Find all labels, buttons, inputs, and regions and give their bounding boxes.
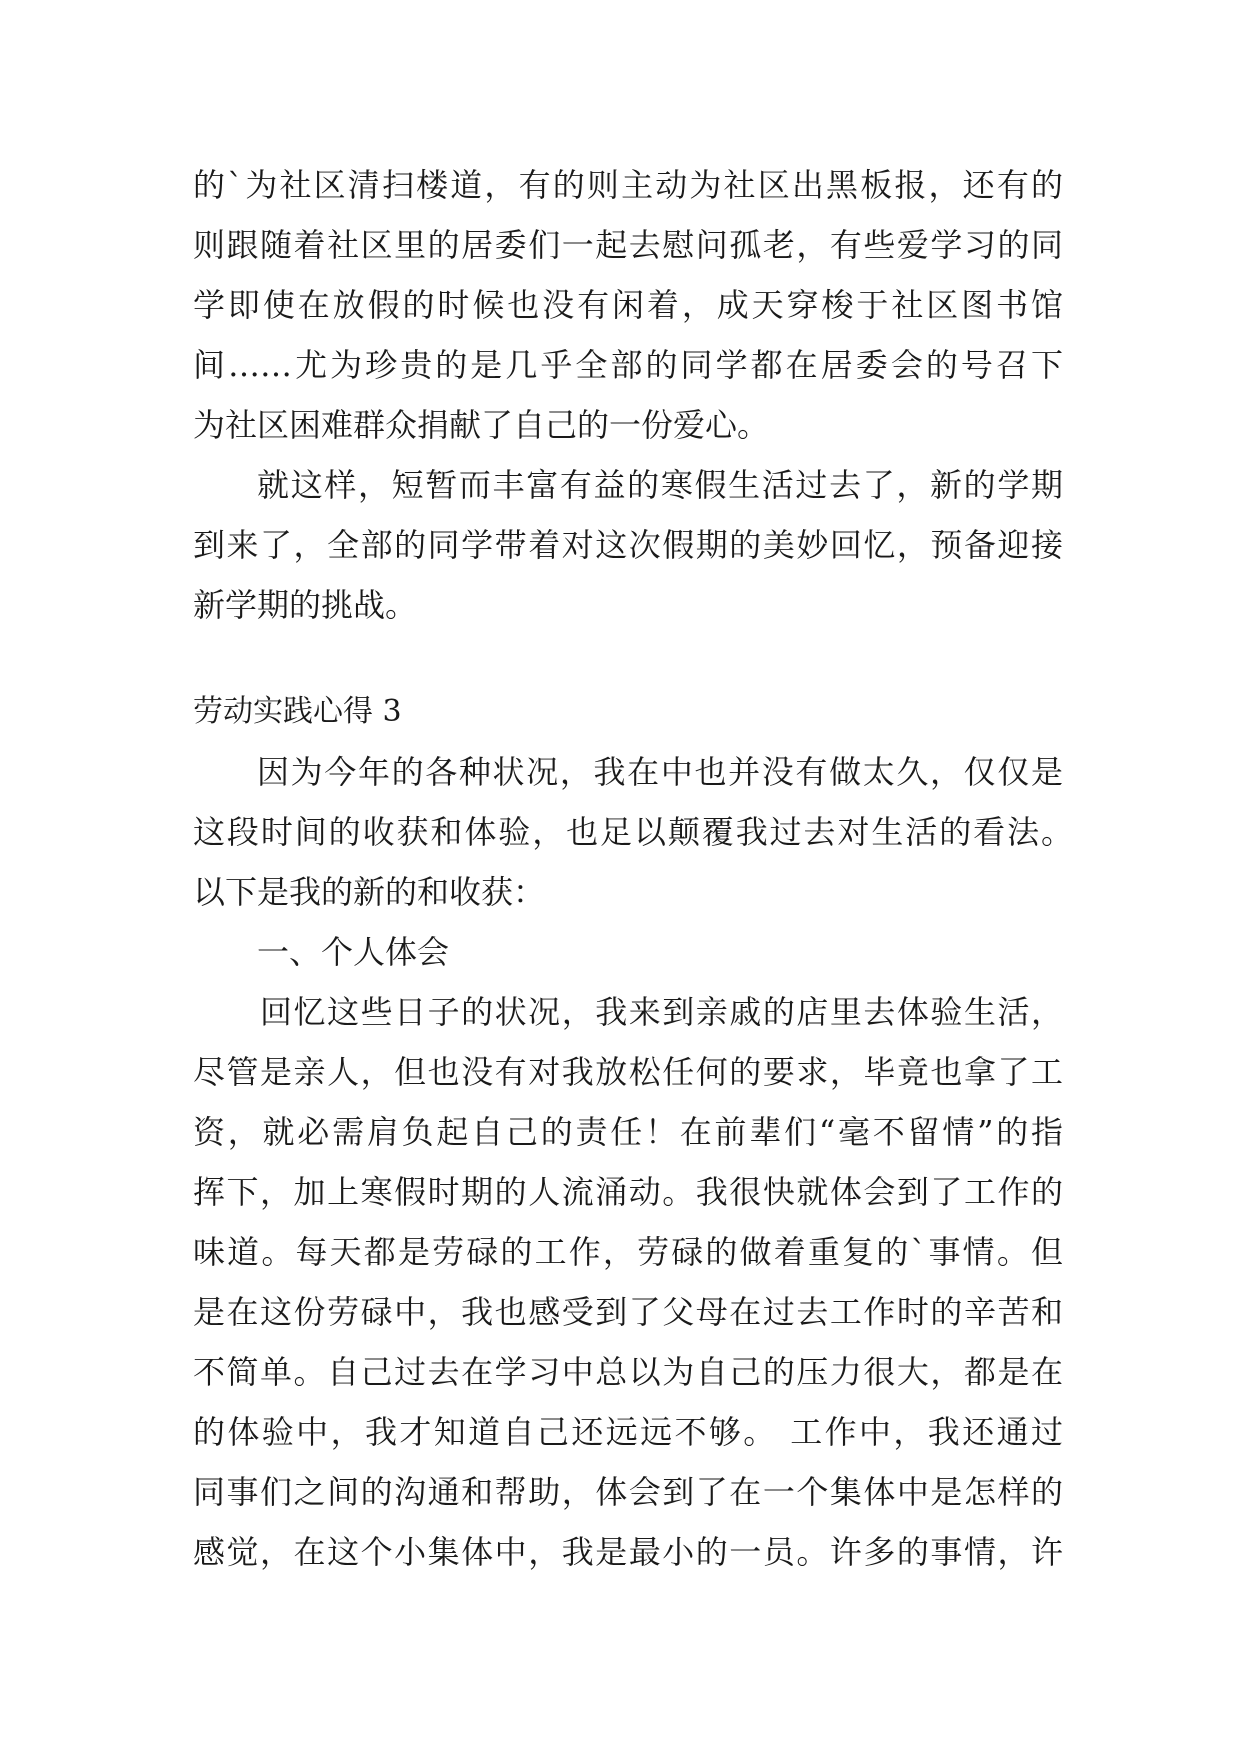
text-line: 的体验中，我才知道自己还远远不够。 工作中，我还通过: [193, 1413, 1063, 1451]
text-line: 不简单。自己过去在学习中总以为自己的压力很大，都是在: [193, 1353, 1063, 1391]
text-line: 同事们之间的沟通和帮助，体会到了在一个集体中是怎样的: [193, 1473, 1063, 1511]
text-line: 学即使在放假的时候也没有闲着，成天穿梭于社区图书馆: [193, 286, 1063, 324]
text-line: 感觉，在这个小集体中，我是最小的一员。许多的事情，许: [193, 1533, 1063, 1571]
text-line: 尽管是亲人，但也没有对我放松任何的要求，毕竟也拿了工: [193, 1053, 1063, 1091]
text-line: 味道。每天都是劳碌的工作，劳碌的做着重复的`事情。但: [193, 1233, 1063, 1271]
text-line: 新学期的挑战。: [193, 586, 418, 624]
text-line: 为社区困难群众捐献了自己的一份爱心。: [193, 406, 770, 444]
text-line: 则跟随着社区里的居委们一起去慰问孤老，有些爱学习的同: [193, 226, 1063, 264]
subheading: 一、个人体会: [257, 933, 450, 971]
text-line: 回忆这些日子的状况，我来到亲戚的店里去体验生活，: [260, 993, 1063, 1031]
text-line: 这段时间的收获和体验，也足以颠覆我过去对生活的看法。: [193, 813, 1073, 851]
section-title: 劳动实践心得 3: [193, 694, 402, 729]
text-line: 资，就必需肩负起自己的责任！在前辈们“毫不留情”的指: [193, 1113, 1063, 1151]
text-line: 以下是我的新的和收获：: [193, 873, 546, 911]
text-line: 挥下，加上寒假时期的人流涌动。我很快就体会到了工作的: [193, 1173, 1063, 1211]
text-line: 是在这份劳碌中，我也感受到了父母在过去工作时的辛苦和: [193, 1293, 1063, 1331]
text-line: 到来了，全部的同学带着对这次假期的美妙回忆，预备迎接: [193, 526, 1063, 564]
text-line: 就这样，短暂而丰富有益的寒假生活过去了，新的学期: [257, 466, 1063, 504]
text-line: 的`为社区清扫楼道，有的则主动为社区出黑板报，还有的: [193, 166, 1063, 204]
text-line: 因为今年的各种状况，我在中也并没有做太久，仅仅是: [257, 753, 1063, 791]
text-line: 间……尤为珍贵的是几乎全部的同学都在居委会的号召下: [193, 346, 1063, 384]
